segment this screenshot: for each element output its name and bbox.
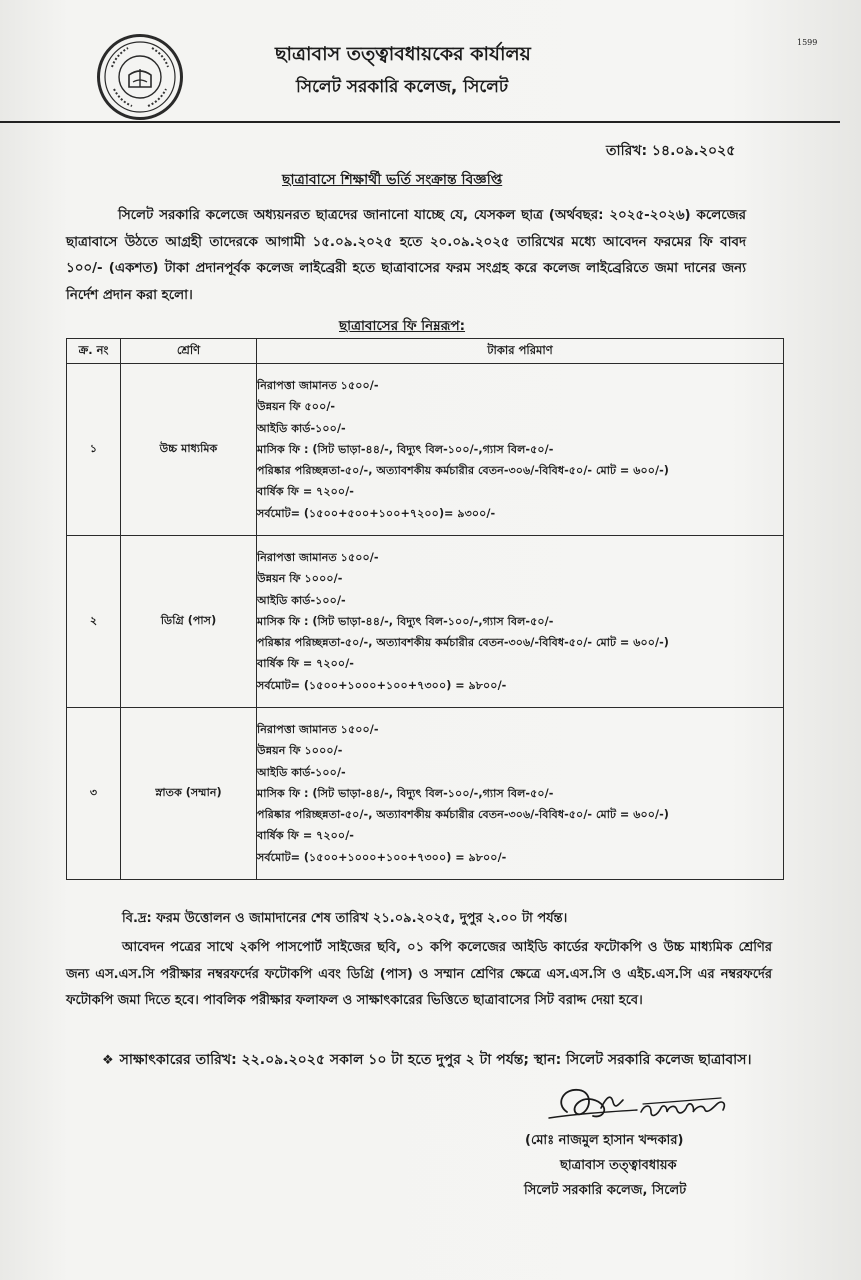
- fee-line: মাসিক ফি : (সিট ভাড়া-৪৪/-, বিদ্যুৎ বিল-১০০/-,গ্যাস বিল-৫০/-: [257, 614, 554, 628]
- fee-line: পরিষ্কার পরিচ্ছন্নতা-৫০/-, অত্যাবশকীয় কর্মচারীর বেতন-৩০৬/-বিবিধ-৫০/- মোট = ৬০০/-): [257, 636, 669, 650]
- fee-line: উন্নয়ন ফি ৫০০/-: [257, 400, 336, 414]
- row-category: ডিগ্রি (পাস): [121, 536, 257, 708]
- fee-line: আইডি কার্ড-১০০/-: [257, 765, 346, 779]
- row-amount-cell: [257, 708, 784, 880]
- header-amount: টাকার পরিমাণ: [257, 339, 784, 364]
- handwritten-signature: [545, 1082, 735, 1136]
- row-category: উচ্চ মাধ্যমিক: [121, 364, 257, 536]
- college-seal-logo: [97, 34, 183, 120]
- table-row: [67, 536, 784, 708]
- row-amount-cell: [257, 536, 784, 708]
- table-row: [67, 364, 784, 536]
- fee-line: সর্বমোট= (১৫০০+৫০০+১০০+৭২০০)= ৯৩০০/-: [257, 506, 496, 520]
- fee-line: সর্বমোট= (১৫০০+১০০০+১০০+৭৩০০) = ৯৮০০/-: [257, 678, 507, 692]
- row-serial: ৩: [67, 708, 121, 880]
- office-subtitle: সিলেট সরকারি কলেজ, সিলেট: [296, 77, 509, 97]
- fee-line: নিরাপত্তা জামানত ১৫০০/-: [257, 378, 379, 392]
- table-row: [67, 708, 784, 880]
- row-category: স্নাতক (সম্মান): [121, 708, 257, 880]
- fee-line: উন্নয়ন ফি ১০০০/-: [257, 744, 343, 758]
- notice-date: তারিখ: ১৪.০৯.২০২৫: [606, 143, 736, 159]
- deadline-note: বি.দ্র: ফরম উত্তোলন ও জামাদানের শেষ তারিখ ২১.০৯.২০২৫, দুপুর ২.০০ টা পর্যন্ত।: [122, 911, 568, 926]
- fee-line: পরিষ্কার পরিচ্ছন্নতা-৫০/-, অত্যাবশকীয় কর্মচারীর বেতন-৩০৬/-বিবিধ-৫০/- মোট = ৬০০/-): [257, 808, 669, 822]
- reference-number: 1599: [797, 38, 818, 47]
- row-serial: ২: [67, 536, 121, 708]
- fee-table-header: [67, 339, 784, 364]
- fee-line: বার্ষিক ফি = ৭২০০/-: [257, 657, 354, 671]
- fee-heading: ছাত্রাবাসের ফি নিম্নরূপ:: [339, 318, 466, 334]
- header-category: শ্রেণি: [121, 339, 257, 364]
- fee-line: মাসিক ফি : (সিট ভাড়া-৪৪/-, বিদ্যুৎ বিল-১০০/-,গ্যাস বিল-৫০/-: [257, 786, 554, 800]
- diamond-bullet-icon: ❖: [102, 1053, 114, 1068]
- signer-name: (মোঃ নাজমুল হাসান খন্দকার): [525, 1133, 684, 1148]
- fee-line: আইডি কার্ড-১০০/-: [257, 421, 346, 435]
- intro-paragraph: সিলেট সরকারি কলেজে অধ্যয়নরত ছাত্রদের জানানো যাচ্ছে যে, যেসকল ছাত্র (অর্থবছর: ২০২৫-২০২৬) কলেজের ছাত্রাবাসে উঠতে আগ্রহী তাদেরকে আগামী ১৫.০৯.২০২৫ হতে ২০.০৯.২০২৫ তারিখের মধ্যে আবেদন ফরমের ফি বাবদ ১০০/- (একশত) টাকা প্রদানপূর্বক কলেজ লাইব্রেরী হতে ছাত্রাবাসের ফরম সংগ্রহ করে কলেজ লাইব্রেরিতে জমা দানের জন্য নির্দেশ প্রদান করা হলো।: [66, 208, 746, 303]
- fee-line: বার্ষিক ফি = ৭২০০/-: [257, 829, 354, 843]
- fee-line: নিরাপত্তা জামানত ১৫০০/-: [257, 550, 379, 564]
- notice-title: ছাত্রাবাসে শিক্ষার্থী ভর্তি সংক্রান্ত বিজ্ঞপ্তি: [282, 172, 503, 188]
- fee-line: পরিষ্কার পরিচ্ছন্নতা-৫০/-, অত্যাবশকীয় কর্মচারীর বেতন-৩০৬/-বিবিধ-৫০/- মোট = ৬০০/-): [257, 464, 669, 478]
- fee-line: নিরাপত্তা জামানত ১৫০০/-: [257, 722, 379, 736]
- interview-info: [102, 1046, 752, 1075]
- fee-table: [66, 338, 784, 880]
- fee-line: সর্বমোট= (১৫০০+১০০০+১০০+৭৩০০) = ৯৮০০/-: [257, 850, 507, 864]
- fee-line: আইডি কার্ড-১০০/-: [257, 593, 346, 607]
- documents-paragraph: আবেদন পত্রের সাথে ২কপি পাসপোর্ট সাইজের ছবি, ০১ কপি কলেজের আইডি কার্ডের ফটোকপি ও উচ্চ মাধ্যমিক শ্রেণির জন্য এস.এস.সি পরীক্ষার নম্বরফর্দের ফটোকপি এবং ডিগ্রি (পাস) ও সম্মান শ্রেণির ক্ষেত্রে এস.এস.সি ও এইচ.এস.সি এর নম্বরফর্দের ফটোকপি জমা দিতে হবে। পাবলিক পরীক্ষার ফলাফল ও সাক্ষাৎকারের ভিত্তিতে ছাত্রাবাসের সিট বরাদ্দ দেয়া হবে।: [66, 940, 772, 1008]
- fee-line: বার্ষিক ফি = ৭২০০/-: [257, 485, 354, 499]
- row-serial: ১: [67, 364, 121, 536]
- header-divider: [0, 121, 840, 123]
- office-title: ছাত্রাবাস তত্ত্বাবধায়কের কার্যালয়: [275, 43, 531, 65]
- signer-role: ছাত্রাবাস তত্ত্বাবধায়ক: [560, 1158, 677, 1173]
- row-amount-cell: [257, 364, 784, 536]
- fee-line: উন্নয়ন ফি ১০০০/-: [257, 572, 343, 586]
- interview-text: সাক্ষাৎকারের তারিখ: ২২.০৯.২০২৫ সকাল ১০ টা হতে দুপুর ২ টা পর্যন্ত; স্থান: সিলেট সরকারি কলেজ ছাত্রাবাস।: [119, 1052, 752, 1068]
- header-serial: ক্র. নং: [67, 339, 121, 364]
- fee-line: মাসিক ফি : (সিট ভাড়া-৪৪/-, বিদ্যুৎ বিল-১০০/-,গ্যাস বিল-৫০/-: [257, 442, 554, 456]
- signer-office: সিলেট সরকারি কলেজ, সিলেট: [524, 1183, 687, 1198]
